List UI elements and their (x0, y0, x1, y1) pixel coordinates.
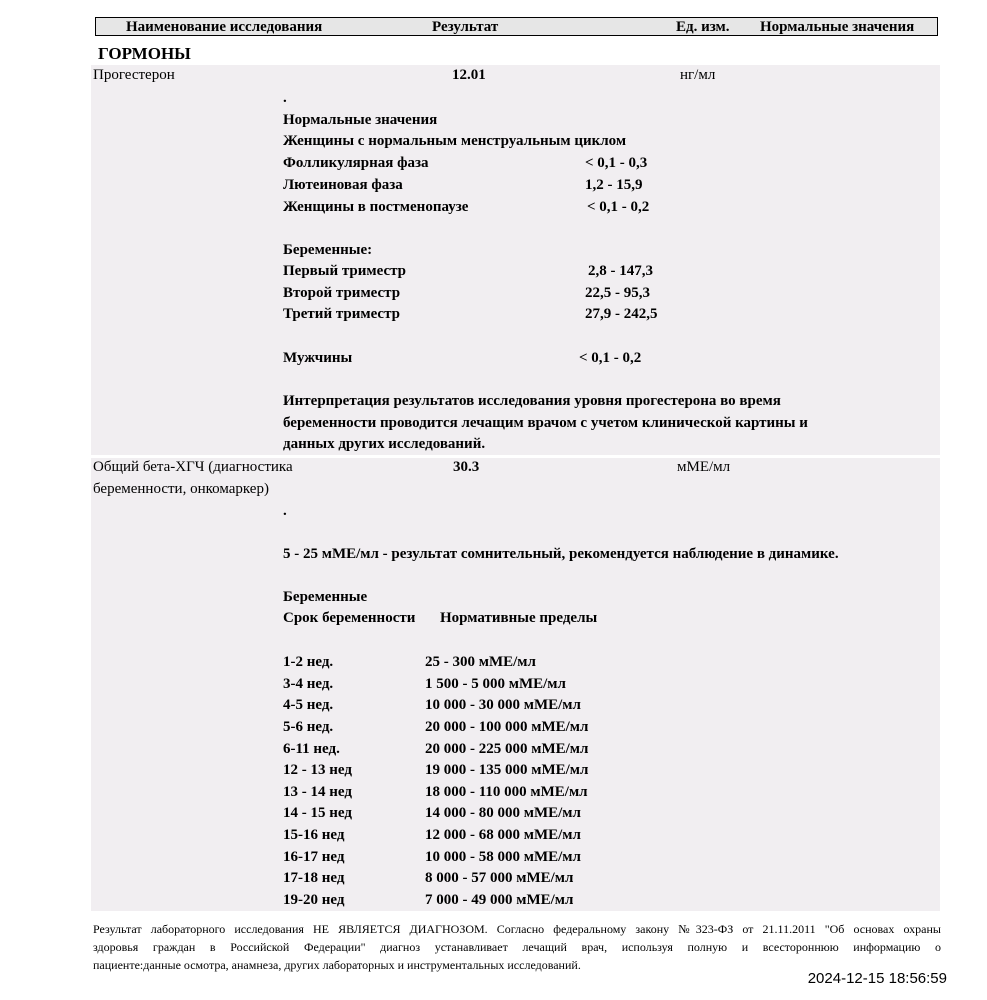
hcg-term: 19-20 нед (283, 892, 345, 908)
hcg-pregnant-title: Беременные (283, 589, 368, 605)
hcg-limit: 25 - 300 мМЕ/мл (425, 654, 536, 670)
header-result: Результат (432, 19, 499, 35)
hcg-unit: мМЕ/мл (677, 459, 731, 475)
ref-row-label: Первый триместр (283, 263, 407, 279)
disclaimer-line: пациенте:данные осмотра, анамнеза, других лабораторных и инструментальных исследований. (93, 958, 581, 972)
hcg-limit: 8 000 - 57 000 мМЕ/мл (425, 870, 574, 886)
header-unit: Ед. изм. (676, 19, 730, 35)
progesterone-dot: . (283, 90, 287, 106)
progesterone-unit: нг/мл (680, 67, 716, 83)
ref-row-value: < 0,1 - 0,3 (585, 155, 648, 171)
ref-row-label: Лютеиновая фаза (283, 177, 403, 193)
section-title: ГОРМОНЫ (98, 44, 191, 63)
header-name: Наименование исследования (126, 19, 323, 35)
ref-row-label: Третий триместр (283, 306, 400, 322)
hcg-term: 1-2 нед. (283, 654, 334, 670)
hcg-term: 5-6 нед. (283, 719, 334, 735)
ref-row-label: Фолликулярная фаза (283, 155, 429, 171)
hcg-limit: 20 000 - 225 000 мМЕ/мл (425, 741, 589, 757)
ref-row-value: 27,9 - 242,5 (585, 306, 658, 322)
hcg-term: 6-11 нед. (283, 741, 340, 757)
hcg-limit: 14 000 - 80 000 мМЕ/мл (425, 805, 581, 821)
hcg-limit: 20 000 - 100 000 мМЕ/мл (425, 719, 589, 735)
ref-row-label: Второй триместр (283, 285, 401, 301)
interpretation-line: Интерпретация результатов исследования уровня прогестерона во время (283, 393, 781, 409)
progesterone-ref-subtitle: Женщины с нормальным менструальным циклом (283, 133, 627, 149)
hcg-dot: . (283, 503, 287, 519)
interpretation-line: данных других исследований. (283, 436, 486, 452)
hcg-table-header-limits: Нормативные пределы (440, 610, 598, 626)
hcg-table-header-term: Срок беременности (283, 610, 416, 626)
hcg-term: 17-18 нед (283, 870, 345, 886)
hcg-term: 16-17 нед (283, 849, 345, 865)
hcg-term: 13 - 14 нед (283, 784, 352, 800)
disclaimer-line: здоровья граждан в Российской Федерации" диагноз устанавливает лечащий врач, используя полную и всестороннюю информацию о (93, 940, 941, 954)
results-table-header (95, 17, 938, 36)
ref-row-label: Мужчины (283, 350, 353, 366)
progesterone-result: 12.01 (452, 67, 486, 83)
hcg-limit: 19 000 - 135 000 мМЕ/мл (425, 762, 589, 778)
progesterone-name: Прогестерон (93, 67, 175, 83)
hcg-term: 15-16 нед (283, 827, 345, 843)
hcg-doubtful-note: 5 - 25 мМЕ/мл - результат сомнительный, рекомендуется наблюдение в динамике. (283, 546, 839, 562)
hcg-term: 3-4 нед. (283, 676, 334, 692)
disclaimer-line: Результат лабораторного исследования НЕ ЯВЛЯЕТСЯ ДИАГНОЗОМ. Согласно федеральному закону №323-ФЗ от 21.11.2011 "Об основах охраны (93, 922, 941, 936)
disclaimer (93, 920, 941, 974)
hcg-limit: 10 000 - 58 000 мМЕ/мл (425, 849, 581, 865)
hcg-limit: 12 000 - 68 000 мМЕ/мл (425, 827, 581, 843)
interpretation-line: беременности проводится лечащим врачом с учетом клинической картины и (283, 415, 808, 431)
hcg-term: 12 - 13 нед (283, 762, 352, 778)
header-normal: Нормальные значения (760, 19, 915, 35)
hcg-result: 30.3 (453, 459, 480, 475)
ref-row-value: 22,5 - 95,3 (585, 285, 650, 301)
hcg-name-line: беременности, онкомаркер) (93, 481, 269, 497)
progesterone-ref-title: Нормальные значения (283, 112, 438, 128)
hcg-limit: 7 000 - 49 000 мМЕ/мл (425, 892, 574, 908)
hcg-term: 4-5 нед. (283, 697, 334, 713)
ref-row-value: 2,8 - 147,3 (588, 263, 653, 279)
hcg-term: 14 - 15 нед (283, 805, 352, 821)
ref-row-label: Женщины в постменопаузе (283, 199, 469, 215)
hcg-limit: 18 000 - 110 000 мМЕ/мл (425, 784, 588, 800)
ref-row-value: < 0,1 - 0,2 (579, 350, 642, 366)
timestamp: 2024-12-15 18:56:59 (807, 970, 947, 987)
hcg-limit: 1 500 - 5 000 мМЕ/мл (425, 676, 566, 692)
ref-row-value: < 0,1 - 0,2 (587, 199, 650, 215)
hcg-name-line: Общий бета-ХГЧ (диагностика (93, 459, 293, 475)
hcg-limit: 10 000 - 30 000 мМЕ/мл (425, 697, 581, 713)
ref-row-value: 1,2 - 15,9 (585, 177, 643, 193)
progesterone-pregnant-title: Беременные: (283, 242, 373, 258)
